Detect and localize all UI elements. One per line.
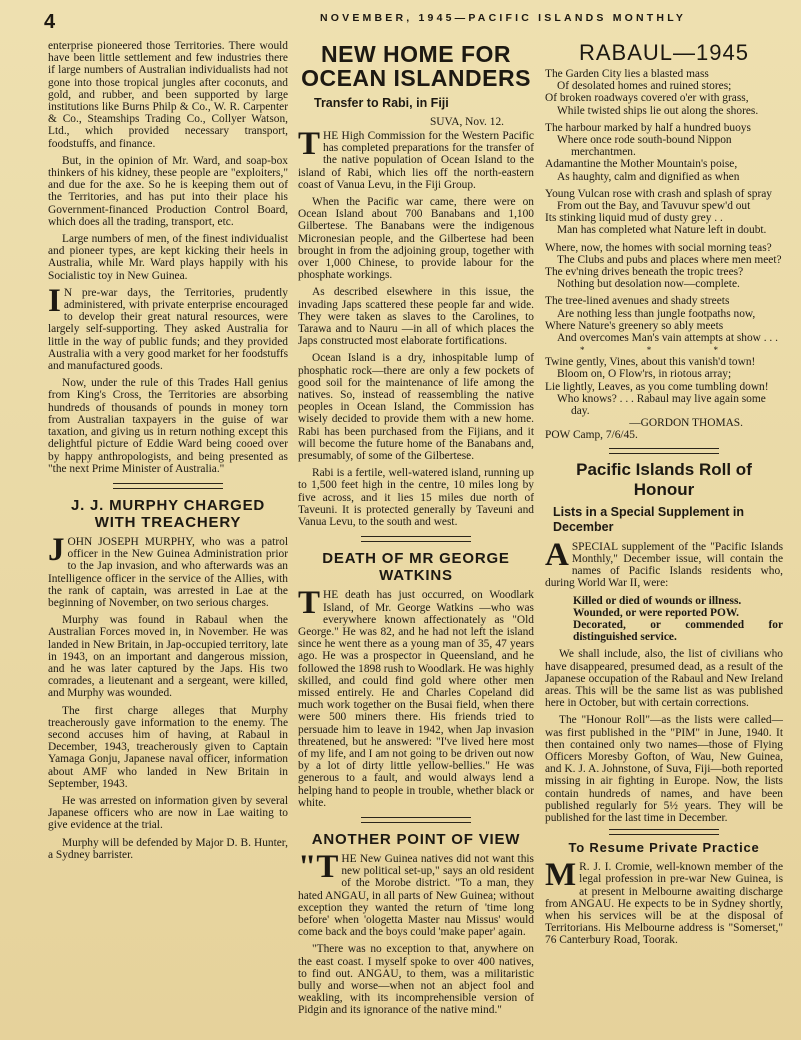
poem-line: The harbour marked by half a hundred buoys — [545, 121, 751, 134]
point-of-view-headline: ANOTHER POINT OF VIEW — [311, 830, 521, 848]
poem-line: The Garden City lies a blasted mass — [545, 68, 709, 80]
murphy-paragraph: Murphy was found in Rabaul when the Australian Forces moved in, in November. He was landed in New Britain, in Jap-occupied territory, late in 1943, on an important and dangerous mission, and he was later captured by the Japs. His two comrades, a lieutenant and a sergeant, were killed, and Murphy was wounded. — [48, 614, 288, 700]
poem-line: While twisted ships lie out along the shores. — [557, 104, 759, 117]
poem-line: Are nothing less than jungle footpaths now, — [557, 307, 756, 320]
poem-line: Of broken roadways covered o'er with grass, — [545, 92, 749, 105]
section-divider — [113, 483, 223, 489]
honour-paragraph: ASPECIAL supplement of the "Pacific Islands Monthly," December issue, will contain the names of Pacific Islands residents who, during World War II, were: — [545, 536, 783, 590]
poem-line: Who knows? . . . Rabaul may live again some day. — [557, 392, 766, 418]
poem-body-final — [545, 356, 783, 417]
poem-line: Young Vulcan rose with crash and splash of spray — [545, 187, 772, 200]
poem-line: Twine gently, Vines, about this vanish'd town! — [545, 356, 756, 369]
poem-body — [545, 68, 783, 344]
poem-line: Its stinking liquid mud of dusty grey . . — [545, 212, 723, 225]
poem-line: The ev'ning drives beneath the tropic trees? — [545, 266, 744, 279]
poem-line: Where once rode south-bound Nippon merchantmen. — [557, 134, 732, 159]
poem-line: The tree-lined avenues and shady streets — [545, 295, 730, 308]
honour-paragraph: The "Honour Roll"—as the lists were called—was first published in the "PIM" in June, 1940. It then contained only two names—those of Flying Officers Moresby Gofton, of Wau, New Guinea, and K. J. A. Johnstone, of Suva, Fiji—both reported missing in air fighting in Europe. Now, the lists contain hundreds of names, and have been published regularly for 5½ years. They will be published for the last time in December. — [545, 714, 783, 824]
poem-title: RABAUL—1945 — [579, 40, 749, 65]
poem-stars: * * * — [580, 345, 748, 356]
section-divider — [361, 817, 471, 823]
ocean-islanders-subheadline: Transfer to Rabi, in Fiji — [314, 96, 449, 110]
pov-paragraph: "THE New Guinea natives did not want this new political set-up," says an old resident of the Morobe district. "To a man, they hated ANGAU, in all parts of New Guinea; without exception they wanted the return of 'time long before' when 'ologetta Master nau Missus' would come back and the boys could 'make paper' again. — [298, 848, 534, 939]
article-paragraph: But, in the opinion of Mr. Ward, and soap-box thinkers of his kidney, these people are "exploiters," and due for the axe. So he is keeping them out of the Territories, and has put into their place his Government-financed Production Control Board, which does all the trading, transport, etc. — [48, 154, 288, 228]
practice-headline: To Resume Private Practice — [568, 840, 760, 856]
honour-headline: Pacific Islands Roll of Honour — [576, 459, 752, 499]
page-number: 4 — [44, 11, 56, 33]
poem-line: As haughty, calm and dignified as when — [557, 170, 740, 183]
article-paragraph: Large numbers of men, of the finest individualist and pioneer types, are kept kicking their heels in Australia, while Mr. Ward plays happily with his Socialistic toy in New Guinea. — [48, 233, 288, 282]
murphy-paragraph: He was arrested on information given by several Japanese officers who are now in Lae waiting to give evidence at the trial. — [48, 794, 288, 832]
poem-line: Adamantine the Mother Mountain's poise, — [545, 158, 738, 171]
honour-paragraph: We shall include, also, the list of civilians who have disappeared, presumed dead, as a result of the Japanese occupation of the Rabaul and New Ireland areas. This will be the same list as was published here in October, but with certain corrections. — [545, 648, 783, 710]
honour-list-item: Decorated, or commended for distinguished service. — [573, 618, 783, 644]
poem-line: Lie lightly, Leaves, as you come tumbling down! — [545, 380, 769, 393]
poem-line: Where Nature's greenery so ably meets — [545, 319, 724, 332]
poem-line: And overcomes Man's vain attempts at show . . . — [557, 332, 778, 345]
section-divider — [609, 448, 719, 454]
poem-line: Nothing but desolation now—complete. — [557, 278, 740, 291]
column-right — [545, 40, 783, 952]
watkins-headline: DEATH OF MR GEORGE WATKINS — [322, 550, 510, 585]
watkins-paragraph: THE death has just occurred, on Woodlark Island, of Mr. George Watkins —who was everywhere known affectionately as "Old George." He was 82, and he had not left the island since he went there as a young man of 35, 47 years ago. He was a prospector in Queensland, and he followed the 1898 rush to Woodlark. He was highly skilled, and could find gold where other men missed entirely. He and Charles Copeland did much work together on the Busai field, when there were 500 miners there. His friends tried to persuade him to leave in 1942, when Jap invasion threatened, but he answered: "I've lived here most of my life, and I am not going to be driven out now by a lot of dirty little yellow-bellies." He was generous to a fault, and would always lend a helping hand to people in trouble, whether black or white. — [298, 585, 534, 809]
ocean-paragraph: Ocean Island is a dry, inhospitable lump of phosphatic rock—there are only a few pockets of good soil for the maintenance of life among the natives. So, instead of reassembling the native peoples in Ocean Island, the Commission has wisely decided to provide them with a new home. Rabi has been purchased from the Fijians, and it will become the future home of the Banabans and, presumably, of some of the Gilbertese. — [298, 352, 534, 463]
poem-line: The Clubs and pubs and places where men meet? — [557, 253, 782, 266]
poem-line: Where, now, the homes with social morning teas? — [545, 241, 772, 254]
honour-list-item: Wounded, or were reported POW. — [573, 606, 740, 619]
murphy-paragraph: Murphy will be defended by Major D. B. Hunter, a Sydney barrister. — [48, 836, 288, 861]
poem-line: From out the Bay, and Tavuvur spew'd out — [557, 200, 751, 213]
section-divider — [609, 829, 719, 835]
practice-paragraph: MR. J. I. Cromie, well-known member of the legal profession in pre-war New Guinea, is at present in Melbourne awaiting discharge from ANGAU. He expects to be in Sydney shortly, when his services will be at the disposal of Territorians. His Melbourne address is "Somerset," 76 Canterbury Road, Toorak. — [545, 857, 783, 947]
honour-subheadline: Lists in a Special Supplement in December — [553, 504, 745, 534]
article-paragraph: IN pre-war days, the Territories, prudently administered, with private enterprise encouraged to develop their great natural resources, were largely self-supporting. They asked Australia for little in the way of public funds; and they provided Australia with a very good market for her foodstuffs and manufactured goods. — [48, 282, 288, 373]
honour-list-item: Killed or died of wounds or illness. — [573, 594, 742, 607]
article-paragraph: Now, under the rule of this Trades Hall genius from King's Cross, the Territories are absorbing hundreds of thousands of pounds in money torn from Australian taxpayers in the guise of war taxation, and giving us in return nothing except this delightful picture of Eddie Ward being cooed over by happy anthropologists, and being presented as "the next Prime Minister of Australia." — [48, 377, 288, 475]
poem-line: Man has completed what Nature left in doubt. — [557, 224, 767, 237]
column-left — [48, 40, 288, 866]
pov-paragraph: "There was no exception to that, anywhere on the east coast. I myself spoke to over 400 natives, to find out. ANGAU, to them, was a militaristic bully and worse—when not an abject fool and weakling, with its incomprehensible version of Pidgin and its ignorance of the native mind." — [298, 943, 534, 1017]
dateline: SUVA, Nov. 12. — [429, 116, 504, 128]
poem-line: Bloom on, O Flow'rs, in riotous array; — [557, 368, 732, 381]
running-title: NOVEMBER, 1945—PACIFIC ISLANDS MONTHLY — [320, 12, 687, 24]
poem-place: POW Camp, 7/6/45. — [545, 429, 638, 442]
article-paragraph: enterprise pioneered those Territories. There would have been little settlement and few industries there if large numbers of Australian individualists had not gone into those tropical jungles after coconuts, and gold, and rubber, and been supported by large institutions like Burns Philp & Co., W. R. Carpenter & Co., Steamships Trading Co., Collyer Watson, Ltd., which provided necessary transport, foodstuffs, and finance. — [48, 40, 288, 150]
ocean-paragraph: As described elsewhere in this issue, the invading Japs scattered these people far and wide. They were taken as slaves to the Carolines, to Tarawa and to Nauru —in all of which places the Japs constructed most elaborate fortifications. — [298, 286, 534, 348]
poem-author: —GORDON THOMAS. — [629, 417, 743, 430]
poem-line: Of desolated homes and ruined stores; — [557, 80, 732, 93]
ocean-paragraph: Rabi is a fertile, well-watered island, running up to 1,500 feet high in the centre, 10 miles long by five across, and it lies 15 miles due north of Taveuni. It is protected generally by Taveuni and Vanua Levu, to the south and west. — [298, 467, 534, 529]
murphy-headline: J. J. MURPHY CHARGED WITH TREACHERY — [70, 496, 266, 531]
ocean-paragraph: THE High Commission for the Western Pacific has completed preparations for the transfer of the native population of Ocean Island to the island of Rabi, which lies off the north-eastern coast of Vanua Levu, in the Fiji Group. — [298, 126, 534, 191]
page-header — [0, 0, 801, 36]
ocean-islanders-headline: NEW HOME FOR OCEAN ISLANDERS — [301, 41, 531, 91]
murphy-paragraph: The first charge alleges that Murphy treacherously gave information to the enemy. The second accuses him of having, at Rabaul in December, 1943, treacherously given to Captain Yamaga Gonju, Japanese naval officer, information about AMF who landed in New Britain in September, 1943. — [48, 704, 288, 790]
murphy-paragraph: JOHN JOSEPH MURPHY, who was a patrol officer in the New Guinea Administration prior to the Jap invasion, and who afterwards was an Intelligence officer in the service of the Allies, with the rank of captain, was arrested in Lae at the beginning of November, on two serious charges. — [48, 531, 288, 609]
ocean-paragraph: When the Pacific war came, there were on Ocean Island about 700 Banabans and 1,100 Gilbertese. The Banabans were the indigenous Micronesian people, and the Gilbertese had been brought in from the adjoining group, together with over 1,000 Chinese, to provide labour for the phosphate workings. — [298, 196, 534, 282]
section-divider — [361, 536, 471, 542]
column-middle — [298, 40, 534, 1022]
